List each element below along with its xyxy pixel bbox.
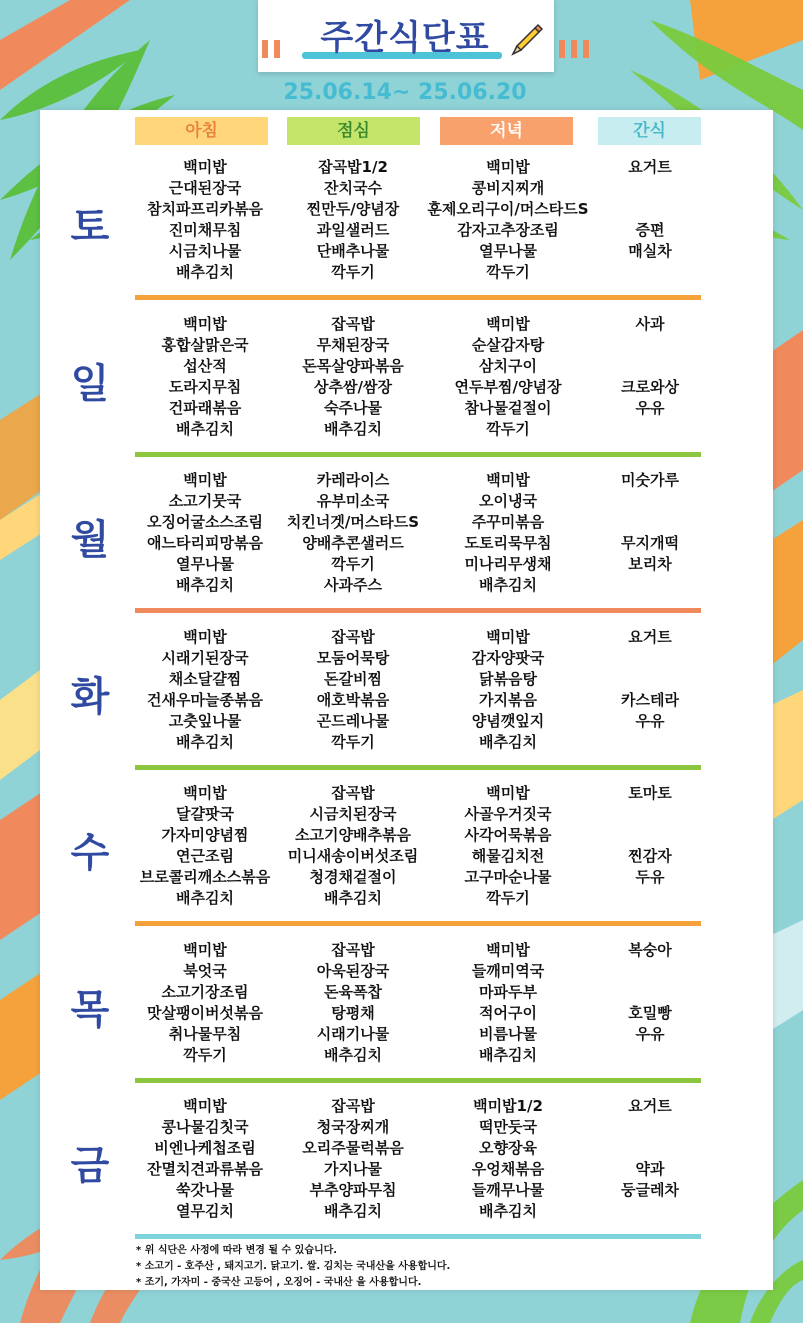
menu-item: 소고기양배추볶음: [295, 826, 411, 844]
menu-item: 증편: [635, 221, 665, 239]
menu-item: 백미밥: [183, 1097, 227, 1115]
menu-item: 백미밥: [183, 315, 227, 333]
menu-item: 잡곡밥: [331, 941, 375, 959]
menu-item: 치킨너겟/머스타드S: [286, 513, 420, 531]
menu-item: 연근조림: [176, 847, 234, 865]
menu-item: 도토리묵무침: [464, 534, 552, 552]
menu-item: 가자미양념찜: [161, 826, 249, 844]
menu-item: [555, 804, 745, 825]
notes: [136, 1243, 756, 1291]
menu-item: 오향장육: [479, 1139, 537, 1157]
menu-item: 열무나물: [176, 555, 234, 573]
menu-item: 탕평채: [331, 1004, 375, 1022]
menu-item: 도라지무침: [168, 378, 242, 396]
menu-item: 미나리무생채: [464, 555, 552, 573]
menu-item: 청경채겉절이: [309, 868, 397, 886]
menu-item: 백미밥: [183, 628, 227, 646]
row-separator: [135, 765, 701, 770]
menu-item: 취나물무침: [168, 1025, 242, 1043]
note-line: * 위 식단은 사정에 따라 변경 될 수 있습니다.: [136, 1245, 338, 1256]
menu-item: 배추김치: [479, 1202, 537, 1220]
spiral-binding-icon: [555, 28, 605, 68]
menu-item: [555, 888, 745, 909]
row-separator: [135, 452, 701, 457]
menu-item: 돈목살양파볶음: [302, 357, 404, 375]
menu-item: 약과: [635, 1160, 665, 1178]
menu-item: [555, 961, 745, 982]
spiral-binding-icon: [258, 30, 288, 70]
menu-item: 참치파프리카볶음: [147, 200, 263, 218]
menu-item: 연두부찜/양념장: [454, 378, 562, 396]
menu-item: 모둠어묵탕: [316, 649, 390, 667]
day-label: 수: [70, 830, 110, 876]
menu-item: 백미밥: [183, 941, 227, 959]
menu-item: 맛살팽이버섯볶음: [147, 1004, 263, 1022]
row-separator: [135, 921, 701, 926]
menu-item: [555, 356, 745, 377]
menu-item: [555, 262, 745, 283]
menu-item: [555, 575, 745, 596]
menu-item: 미니새송이버섯조림: [287, 847, 419, 865]
menu-item: 백미밥: [183, 784, 227, 802]
menu-item: [555, 669, 745, 690]
menu-item: 사골우거짓국: [464, 805, 552, 823]
menu-item: 오이냉국: [479, 492, 537, 510]
column-header-snack: 간식: [598, 117, 701, 145]
menu-item: 백미밥: [486, 784, 530, 802]
menu-item: 부추양파무침: [309, 1181, 397, 1199]
menu-item: 달걀팟국: [176, 805, 234, 823]
menu-item: 들깨미역국: [471, 962, 545, 980]
menu-item: 백미밥: [486, 628, 530, 646]
menu-item: 깍두기: [331, 263, 375, 281]
menu-item: [555, 512, 745, 533]
menu-item: [555, 199, 745, 220]
menu-item: 백미밥: [183, 158, 227, 176]
menu-item: 배추김치: [479, 576, 537, 594]
menu-item: 주꾸미볶음: [471, 513, 545, 531]
menu-item: [555, 648, 745, 669]
menu-item: 백미밥: [486, 315, 530, 333]
note-line: * 조기, 가자미 - 중국산 고등어 , 오징어 - 국내산 을 사용합니다.: [136, 1277, 422, 1288]
menu-item: 배추김치: [176, 263, 234, 281]
menu-item: 카스테라: [621, 691, 679, 709]
menu-item: [555, 1201, 745, 1222]
menu-item: 브로콜리깨소스볶음: [139, 868, 271, 886]
snack-menu: [555, 940, 745, 1066]
menu-item: 양념깻잎지: [471, 712, 545, 730]
menu-item: 해물김치전: [471, 847, 545, 865]
menu-item: 우유: [635, 712, 665, 730]
menu-item: 잡곡밥: [331, 628, 375, 646]
menu-item: 쑥갓나물: [176, 1181, 234, 1199]
menu-item: 보리차: [628, 555, 672, 573]
menu-item: 비름나물: [479, 1025, 537, 1043]
menu-item: 고구마순나물: [464, 868, 552, 886]
snack-menu: [555, 627, 745, 753]
menu-item: 들깨무나물: [471, 1181, 545, 1199]
menu-item: 잡곡밥: [331, 315, 375, 333]
menu-item: 적어구이: [479, 1004, 537, 1022]
menu-item: 숙주나물: [324, 399, 382, 417]
day-label: 월: [70, 517, 110, 563]
column-header-dinner: 저녁: [440, 117, 573, 145]
menu-item: 시금치된장국: [309, 805, 397, 823]
menu-item: 잔멸치견과류볶음: [147, 1160, 263, 1178]
menu-item: 과일샐러드: [316, 221, 390, 239]
pencil-icon: [505, 20, 545, 60]
menu-item: 시금치나물: [168, 242, 242, 260]
menu-item: 근대된장국: [168, 179, 242, 197]
menu-item: 사과: [635, 315, 665, 333]
row-separator: [135, 1234, 701, 1239]
menu-item: 단배추나물: [316, 242, 390, 260]
menu-item: 배추김치: [176, 889, 234, 907]
menu-item: 양배추콘샐러드: [302, 534, 404, 552]
menu-item: 채소달걀찜: [168, 670, 242, 688]
menu-item: 찐감자: [628, 847, 672, 865]
menu-item: 배추김치: [324, 1046, 382, 1064]
menu-item: 소고기뭇국: [168, 492, 242, 510]
snack-menu: [555, 1096, 745, 1222]
menu-item: 백미밥1/2: [473, 1097, 543, 1115]
menu-item: 백미밥: [486, 941, 530, 959]
menu-item: 가지볶음: [479, 691, 537, 709]
menu-item: [555, 1117, 745, 1138]
menu-item: [555, 491, 745, 512]
menu-item: 잔치국수: [324, 179, 382, 197]
menu-item: 요거트: [628, 1097, 672, 1115]
column-header-breakfast: 아침: [135, 117, 268, 145]
menu-item: 건파래볶음: [168, 399, 242, 417]
menu-item: 배추김치: [324, 1202, 382, 1220]
menu-item: 잡곡밥1/2: [318, 158, 388, 176]
row-separator: [135, 1078, 701, 1083]
menu-item: 마파두부: [479, 983, 537, 1001]
day-label: 화: [70, 674, 110, 720]
menu-item: 청국장찌개: [316, 1118, 390, 1136]
menu-item: 요거트: [628, 628, 672, 646]
menu-item: 복숭아: [628, 941, 672, 959]
row-separator: [135, 608, 701, 613]
menu-item: 잡곡밥: [331, 784, 375, 802]
snack-menu: [555, 470, 745, 596]
menu-item: 깍두기: [331, 555, 375, 573]
menu-item: 가지나물: [324, 1160, 382, 1178]
menu-item: [555, 982, 745, 1003]
day-label: 일: [70, 361, 110, 407]
menu-item: 깍두기: [486, 263, 530, 281]
menu-item: 깍두기: [486, 420, 530, 438]
day-label: 토: [70, 204, 110, 250]
menu-item: 유부미소국: [316, 492, 390, 510]
menu-item: 콩나물김칫국: [161, 1118, 249, 1136]
page-title: 주간식단표: [320, 18, 490, 58]
menu-item: 콩비지찌개: [471, 179, 545, 197]
menu-item: 고춧잎나물: [168, 712, 242, 730]
menu-item: [555, 825, 745, 846]
menu-item: 배추김치: [479, 733, 537, 751]
menu-item: [555, 1045, 745, 1066]
day-label: 금: [70, 1143, 110, 1189]
menu-item: 아욱된장국: [316, 962, 390, 980]
menu-item: 무지개떡: [621, 534, 679, 552]
menu-item: 매실차: [628, 242, 672, 260]
menu-item: 배추김치: [479, 1046, 537, 1064]
menu-item: [555, 419, 745, 440]
menu-item: [555, 335, 745, 356]
menu-item: 찐만두/양념장: [306, 200, 400, 218]
menu-item: 토마토: [628, 784, 672, 802]
date-range: 25.06.14~ 25.06.20: [283, 80, 527, 105]
menu-item: 잡곡밥: [331, 1097, 375, 1115]
menu-item: 깍두기: [486, 889, 530, 907]
menu-item: 소고기장조림: [161, 983, 249, 1001]
menu-item: 돈육폭찹: [324, 983, 382, 1001]
menu-item: 호밀빵: [628, 1004, 672, 1022]
menu-item: 깍두기: [183, 1046, 227, 1064]
snack-menu: [555, 157, 745, 283]
menu-item: 둥글레차: [621, 1181, 679, 1199]
menu-item: 시래기된장국: [161, 649, 249, 667]
menu-item: 백미밥: [486, 158, 530, 176]
menu-item: 북엇국: [183, 962, 227, 980]
menu-item: 상추쌈/쌈장: [314, 378, 392, 396]
menu-item: 오리주물럭볶음: [302, 1139, 404, 1157]
menu-item: 배추김치: [176, 420, 234, 438]
menu-item: 닭볶음탕: [479, 670, 537, 688]
menu-item: 크로와상: [621, 378, 679, 396]
day-label: 목: [70, 987, 110, 1033]
menu-item: 시래기나물: [316, 1025, 390, 1043]
menu-item: 미숫가루: [621, 471, 679, 489]
menu-item: [555, 732, 745, 753]
snack-menu: [555, 783, 745, 909]
snack-menu: [555, 314, 745, 440]
menu-item: 두유: [635, 868, 665, 886]
menu-item: 훈제오리구이/머스타드S: [427, 200, 589, 218]
menu-item: 사과주스: [324, 576, 382, 594]
menu-item: 배추김치: [176, 576, 234, 594]
menu-item: 열무김치: [176, 1202, 234, 1220]
note-line: * 소고기 - 호주산 , 돼지고기. 닭고기. 쌀. 김치는 국내산을 사용합니다.: [136, 1261, 451, 1272]
column-header-lunch: 점심: [287, 117, 420, 145]
menu-item: 참나물겉절이: [464, 399, 552, 417]
menu-item: 요거트: [628, 158, 672, 176]
menu-item: 곤드레나물: [316, 712, 390, 730]
menu-item: 오징어굴소스조림: [147, 513, 263, 531]
menu-item: 감자고추장조림: [457, 221, 559, 239]
menu-item: 우엉채볶음: [471, 1160, 545, 1178]
menu-item: 백미밥: [486, 471, 530, 489]
menu-item: 무채된장국: [316, 336, 390, 354]
menu-item: 건새우마늘종볶음: [147, 691, 263, 709]
menu-item: 애호박볶음: [316, 691, 390, 709]
row-separator: [135, 295, 701, 300]
menu-item: 배추김치: [324, 420, 382, 438]
menu-item: 배추김치: [176, 733, 234, 751]
menu-item: 열무나물: [479, 242, 537, 260]
menu-item: 돈갈비찜: [324, 670, 382, 688]
menu-item: 떡만둣국: [479, 1118, 537, 1136]
menu-item: 비엔나케첩조림: [154, 1139, 256, 1157]
menu-item: 우유: [635, 1025, 665, 1043]
menu-item: 애느타리피망볶음: [147, 534, 263, 552]
menu-item: 우유: [635, 399, 665, 417]
menu-item: 사각어묵볶음: [464, 826, 552, 844]
menu-item: 삼치구이: [479, 357, 537, 375]
menu-item: 배추김치: [324, 889, 382, 907]
menu-item: 홍합살맑은국: [161, 336, 249, 354]
menu-item: 카레라이스: [316, 471, 390, 489]
menu-item: [555, 178, 745, 199]
menu-item: 섭산적: [183, 357, 227, 375]
menu-item: 감자양팟국: [471, 649, 545, 667]
menu-item: 깍두기: [331, 733, 375, 751]
menu-item: 진미채무침: [168, 221, 242, 239]
menu-item: 백미밥: [183, 471, 227, 489]
menu-item: 순살감자탕: [471, 336, 545, 354]
menu-item: [555, 1138, 745, 1159]
